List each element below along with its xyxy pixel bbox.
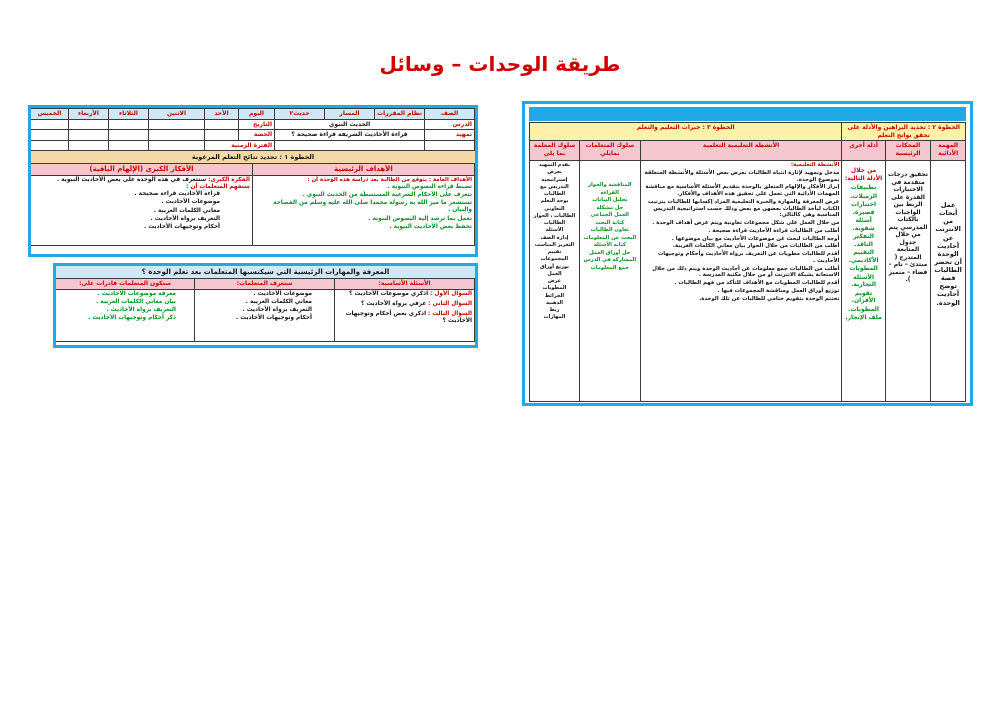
header-key-milestones: المحكات الرئيسية [885, 141, 931, 161]
step2-title: الخطوة ٢ : تحديد البراهين والأدلة على تحقق نواتج التعلم [842, 123, 966, 141]
list-item: بيان معاني الكلمات الغريبة . [96, 298, 176, 305]
list-item: الأسئلة التجارية. [851, 273, 877, 288]
list-item: التعريف برواة الأحاديث . [106, 306, 176, 313]
list-item: تستشعر ما ميز الله به رسوله محمدا صلى الله عليه وسلم من الفصاحة والبيان . [273, 200, 472, 214]
list-item: الطالبات ، الحوار [533, 212, 576, 219]
know-list [197, 291, 332, 323]
day-wednesday: الأربعاء [69, 109, 109, 120]
intro-label: تمهيد [425, 130, 475, 141]
list-item: عرض [547, 278, 562, 284]
header-activities: الأنشطة التعليمية التعلمية [640, 141, 842, 161]
list-item: العمل الجماعي [590, 212, 629, 218]
list-item: الخرائط [544, 292, 565, 299]
knowledge-bar: المعرفة والمهارات الرئيسية التي سيكتسبها المتعلمات بعد تعلم الوحدة ؟ [56, 266, 475, 278]
list-item: أحكام وتوجيهات الأحاديث . [144, 224, 220, 231]
performance-task-text: عمل أبحاث من الانترنت عن أحاديث الوحدة أن تحضر الطالبات قصة توضح أحاديث الوحدة. [931, 161, 966, 402]
list-item: معرفة موضوعات الأحاديث . [97, 290, 176, 297]
left-bottom-panel-knowledge [53, 263, 478, 348]
list-item: المجموعات [540, 256, 569, 263]
list-item: معاني الكلمات الغريبة . [153, 207, 220, 214]
blue-strip [529, 107, 966, 121]
list-item: المطويات [542, 285, 567, 292]
list-item: توزيع أوراق العمل ومناقشة المجموعات فيها . [717, 287, 840, 294]
intro-value: قراءة الأحاديث الشريفة قراءة صحيحة ؟ [275, 130, 425, 141]
list-item: قراءة الأحاديث قراءة صحيحة . [134, 191, 220, 198]
header-other-evidence: أدلة أخرى [842, 141, 885, 161]
list-item: أقدم للطالبات مطويات عن التعريف برواة الأحاديث وأحكام وتوجيهات الأحاديث . [657, 251, 840, 264]
list-item: ربط [549, 307, 560, 313]
page-title: طريقة الوحدات – وسائل [379, 52, 621, 76]
student-behavior-list [582, 162, 638, 271]
main-goals-title: الأهداف الرئيسية [253, 164, 475, 176]
list-item: اختبارات قصيرة. [851, 201, 877, 216]
header-teacher-behavior: سلوك المعلمة بما يلي [530, 141, 580, 161]
activities-list [643, 170, 840, 303]
list-item: يعرض [547, 169, 562, 176]
list-item: توزيع أوراق [540, 263, 569, 270]
list-item: تطبيقات [850, 184, 877, 191]
list-item: الزميلات. [850, 192, 878, 200]
time-period-label: الفترة الزمنية [205, 140, 275, 151]
question-label: السؤال الثاني : [428, 300, 472, 307]
list-item: المهارات [543, 314, 566, 321]
list-item: تضبط قراءة النصوص النبوية . [387, 183, 472, 190]
understandings-label: ستفهم المتعلمات أن : [186, 183, 250, 190]
list-item: التعريف برواة الأحاديث . [242, 306, 312, 313]
students-know-cell [195, 289, 335, 341]
header-student-behavior: سلوك المتعلمات بمايلي [579, 141, 640, 161]
list-item: التفكير الناقد. [853, 233, 874, 248]
list-item: أقدم للطالبات المطويات مع الأهداف للتأكد من فهم الطالبات . [674, 280, 840, 286]
lesson-value: الحديث النبوي [275, 119, 425, 130]
list-item: التعزيز المناسب [534, 241, 575, 248]
list-item: التعريف برواة الأحاديث . [150, 215, 220, 222]
list-item: تتعرف على الأحكام الشرعية المستنبطة من الحديث النبوي . [302, 191, 472, 198]
general-goal: الأهداف العامة : يتوقع من الطالبة بعد دراسة هذه الوحدة أن : [307, 176, 472, 183]
list-item: التدريس مع [540, 183, 569, 190]
list-item: أطلب من الطالبات من خلال الحوار بيان معاني الكلمات الغريبة. [672, 243, 840, 250]
students-know-title: ستعرف المتعلمات: [195, 279, 335, 290]
question-text: عرفي برواة الأحاديث ؟ [360, 300, 427, 307]
big-ideas-title: الأفكار الكبرى (الإلهام الباقية) [31, 164, 253, 176]
activities-heading: الأنشطة التعليمية: [790, 162, 840, 168]
header-table [30, 108, 475, 151]
list-item: أطلب من الطالبات قراءة الأحاديث قراءة صحيحة . [708, 227, 840, 234]
list-item: إستراتيجية [541, 176, 568, 183]
list-item: التعاوني [544, 205, 565, 212]
list-item: يوجه التعلم [540, 198, 569, 205]
essential-questions-title: الأسئلة الأساسية: [335, 279, 475, 290]
student-behavior-cell [579, 161, 640, 402]
day-thursday: الخميس [31, 109, 69, 120]
day-label: اليوم [239, 109, 275, 120]
list-item: المشاركة في الدرس [583, 257, 637, 263]
grade-label: الصف [425, 109, 475, 120]
teacher-behavior-cell [530, 161, 580, 402]
activities-cell [640, 161, 842, 402]
key-milestones-text: تحقيق درجات متقدمة في الاختبارات القدرة على الربط بين الواجبات بالكتاب المدرسي يتم من خلال جدول المتابعة المتدرج ( مبتدئ – نام – قضاء – متميز ). [885, 161, 931, 402]
list-item: تحليل البيانات [592, 197, 628, 203]
header-performance-task: المهمة الأدائية [931, 141, 966, 161]
list-item: يقدم التمهيد [538, 162, 570, 168]
list-item: تقييم [547, 249, 562, 255]
day-tuesday: الثلاثاء [109, 109, 149, 120]
day-monday: الاثنين [149, 109, 205, 120]
list-item: المطويات. [848, 305, 879, 313]
date-label: التاريخ [239, 119, 275, 130]
list-item: إدارة الصف [540, 234, 569, 241]
question-label: السؤال الثالث : [427, 310, 472, 317]
course-system-label: نظام المقررات [375, 109, 425, 120]
list-item: عرض المعرفة والمهارة والخبرة التعليمية المراد إكسابها للطالبات بترتيب الكتاب ليأخذ الطالبات بعضهن مع بعض وذلك حسب استراتيجية التدريس المناسبة وهي كالتالي: [648, 198, 840, 219]
lesson-label: الدرس [425, 119, 475, 130]
big-ideas-cell [31, 175, 253, 245]
question-text: اذكري بعض أحكام وتوجيهات الأحاديث ؟ [345, 310, 472, 325]
list-item: أوجه الطالبات لبحث عن موضوعات الأحاديث مع بيان موضوعها . [671, 235, 840, 242]
right-panel-stage2-3 [522, 101, 973, 406]
list-item: جمع المعلومات [590, 264, 630, 271]
students-able-title: ستكون المتعلمات قادرات على: [56, 279, 195, 290]
big-idea-text: ستتعرف في هذه الوحدة على بعض الأحاديث النبوية . [56, 176, 207, 183]
big-idea-label: الفكرة الكبرى: [208, 176, 250, 183]
list-item: تعمل بما ترشد إليه النصوص النبوية . [368, 215, 472, 222]
knowledge-table [55, 278, 475, 342]
list-item: حل مشكلة [596, 204, 624, 211]
step3-title: الخطوة ٣ : خبرات التعليم والتعلم [530, 123, 842, 141]
able-list [58, 291, 192, 323]
list-item: تقويم الأقران. [851, 289, 876, 304]
list-item: كتابة الأسئلة [593, 242, 626, 248]
list-item: حل أوراق العمل [589, 249, 631, 256]
list-item: المطويات [849, 265, 878, 272]
list-item: من خلال العمل على شكل مجموعات تعاونية ويتم عرض أهداف الوحدة . [652, 220, 840, 226]
period-label: الحصة [239, 130, 275, 141]
step1-bar: الخطوة ١ : تحديد نتائج التعلم المرغوبة [31, 151, 475, 163]
essential-questions-cell [335, 289, 475, 341]
list-item: المناقشة والحوار [587, 182, 632, 188]
list-item: تحفظ بعض الأحاديث النبوية . [389, 223, 472, 230]
list-item: ذكر أحكام وتوجيهات الأحاديث . [88, 315, 176, 322]
goals-list [255, 184, 472, 231]
other-evidence-cell [842, 161, 885, 402]
list-item: تعاون الطالبات [590, 227, 629, 233]
right-panel-table [529, 122, 966, 402]
list-item: أطلب من الطالبات جمع معلومات عن أحاديث الوحدة ويتم ذلك من خلال الاستعانة بشبكة الانترنت أو من خلال مكتبة المدرسة . [652, 265, 840, 279]
question-label: السؤال الأول : [429, 290, 472, 297]
teacher-behavior-list [532, 162, 577, 321]
understandings-list [33, 191, 250, 231]
list-item: الذهنية [545, 299, 563, 306]
list-item: أسئلة شفوية. [852, 217, 875, 232]
list-item: الطالبات [543, 220, 566, 226]
other-evidence-heading: من خلال الأدلة التالية: [844, 167, 883, 182]
list-item: موضوعات الأحاديث . [161, 199, 220, 206]
list-item: موضوعات الأحاديث . [253, 290, 312, 297]
goals-table [30, 163, 475, 246]
list-item: البحث عن المعلومات [583, 234, 637, 241]
main-goals-cell [253, 175, 475, 245]
list-item: العمل [547, 270, 562, 277]
left-top-panel-stage1 [28, 105, 478, 257]
list-item: ملف الإنجاز. [845, 314, 882, 321]
list-item: إبراز الأفكار والإلهام المتعلق بالوحدة بتقديم الأسئلة الأساسية مع مناقشة المهمات الأدائية التي تعمل على تحقيق هذه الأهداف والأفكار. [645, 184, 840, 197]
list-item: الأسئلة [545, 227, 564, 234]
list-item: مدخل وتمهيد لإثارة انتباه الطالبات بعرض بعض الأسئلة والأنشطة المتعلقة بموضوع الوحدة. [644, 169, 840, 183]
course-code-label: حديث٢ [275, 109, 325, 120]
list-item: القراءة [600, 189, 619, 196]
students-able-cell [56, 289, 195, 341]
question-text: اذكري موضوعات الأحاديث ؟ [349, 290, 429, 297]
list-item: تختتم الوحدة بتقويم ختامي للطالبات عن تلك الوحدة. [699, 295, 840, 302]
list-item: الطالبات [543, 191, 566, 197]
other-evidence-list [844, 184, 882, 322]
day-sunday: الأحد [205, 109, 239, 120]
list-item: كتابة البحث [595, 219, 625, 226]
list-item: أحكام وتوجيهات الأحاديث . [236, 315, 312, 322]
list-item: معاني الكلمات الغريبة . [245, 298, 312, 305]
course-name-label: المسار [325, 109, 375, 120]
list-item: التقييم الأكاديمي. [848, 249, 879, 264]
